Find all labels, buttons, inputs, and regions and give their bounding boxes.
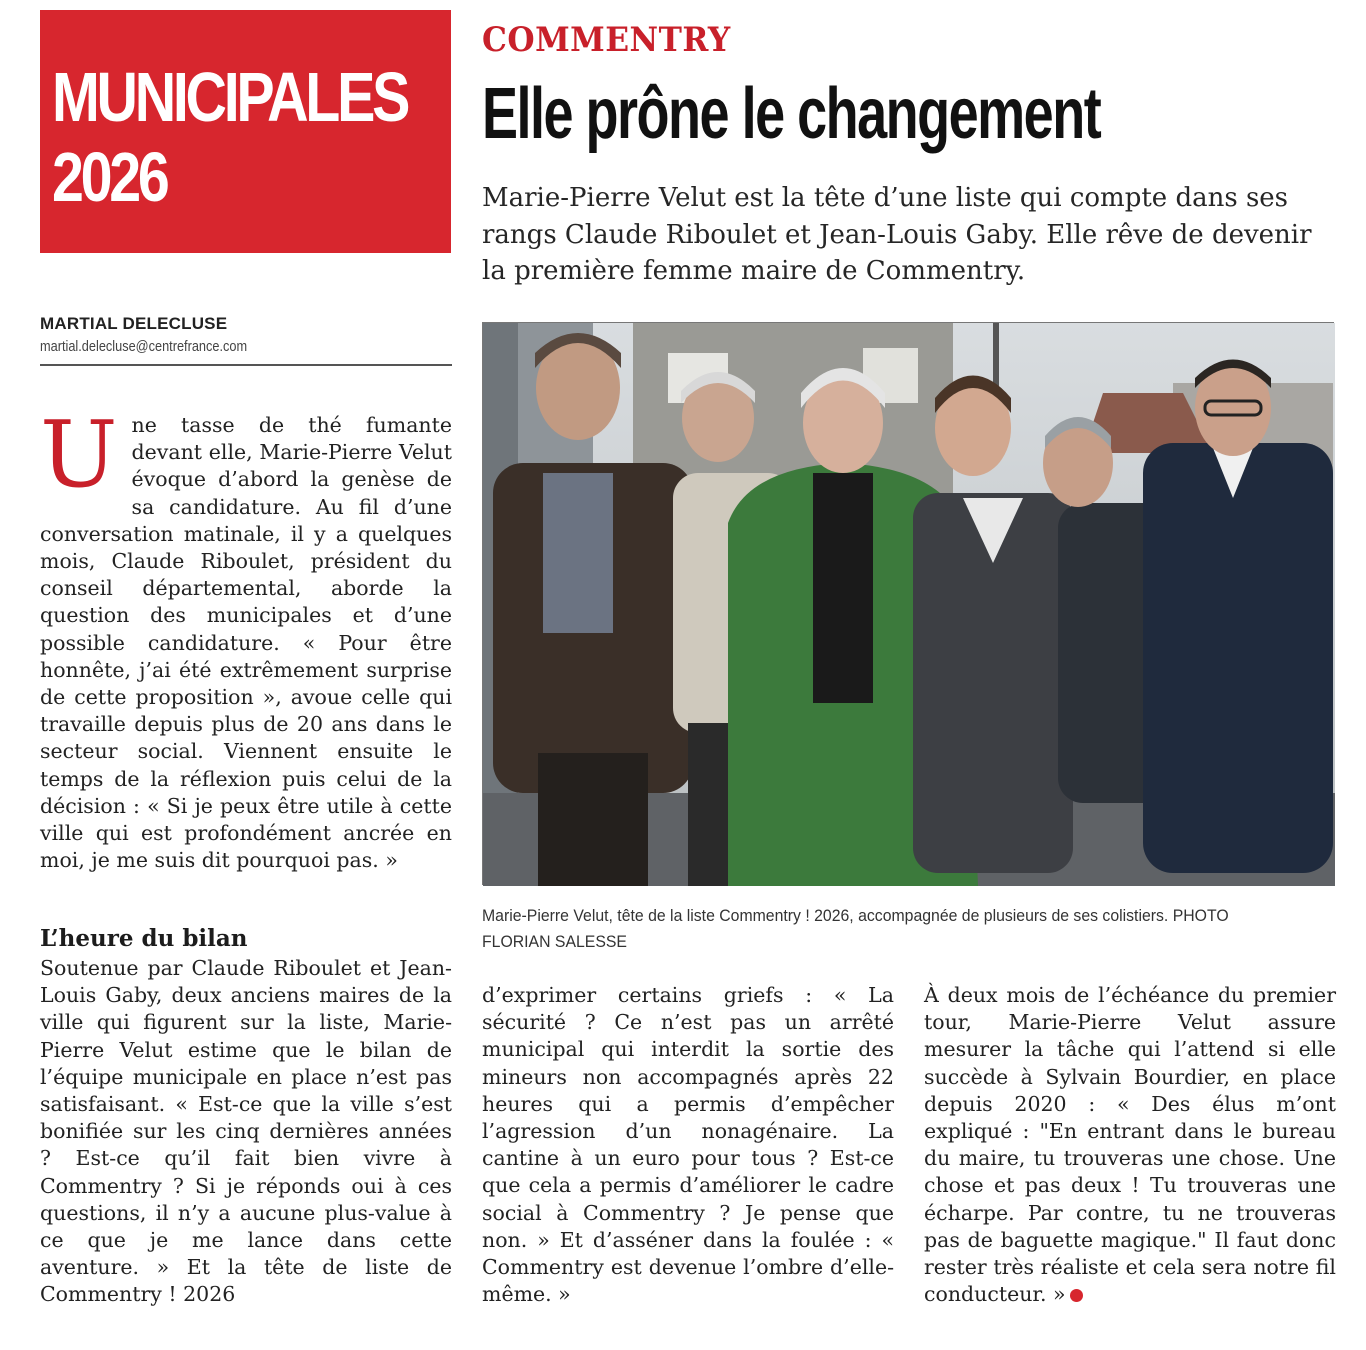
author-email: martial.delecluse@centrefrance.com bbox=[40, 338, 248, 355]
column-3-text: À deux mois de l’échéance du premier tour, Marie-Pierre Velut assure mesurer la tâche qui l’attend si elle succède à Sylvain Bourdier, en place depuis 2020 : « Des élus m’ont expliqué : "En entrant dans le bureau du maire, tu trouveras une chose. Une chose et pas deux ! Tu trouveras une écharpe. Par contre, tu ne trouveras pas de baguette magique." Il faut donc rester très réaliste et cela sera notre fil conducteur. » bbox=[924, 983, 1336, 1307]
group-photo-illustration bbox=[483, 323, 1335, 886]
end-mark-icon bbox=[1070, 1289, 1083, 1302]
intro-text: ne tasse de thé fumante devant elle, Marie-Pierre Velut évoque d’abord la genèse de sa candidature. Au fil d’une conversation matinale, il y a quelques mois, Claude Riboulet, président du conseil départemental, aborde la question des municipales et d’une possible candidature. « Pour être honnête, j’ai été extrêmement surprise de cette proposition », avoue celle qui travaille depuis plus de 20 ans dans le secteur social. Viennent ensuite le temps de la réflexion puis celui de la décision : « Si je peux être utile à cette ville qui est profondément ancrée en moi, je me suis dit pourquoi pas. » bbox=[40, 413, 452, 873]
byline-divider bbox=[40, 364, 452, 366]
article-intro bbox=[40, 401, 452, 874]
author-name: MARTIAL DELECLUSE bbox=[40, 314, 228, 333]
headline: Elle prône le changement bbox=[482, 74, 1101, 154]
subheading: L’heure du bilan bbox=[40, 925, 248, 952]
standfirst: Marie-Pierre Velut est la tête d’une liste qui compte dans ses rangs Claude Riboulet et Jean-Louis Gaby. Elle rêve de devenir la première femme maire de Commentry. bbox=[482, 183, 1312, 286]
photo-caption: Marie-Pierre Velut, tête de la liste Commentry ! 2026, accompagnée de plusieurs de ses colistiers. PHOTO FLORIAN SALESSE bbox=[482, 906, 1229, 951]
article-column-1: Soutenue par Claude Riboulet et Jean-Louis Gaby, deux anciens maires de la ville qui figurent sur la liste, Marie-Pierre Velut estime que le bilan de l’équipe municipale en place n’est pas satisfaisant. « Est-ce que la ville s’est bonifiée sur les cinq dernières années ? Est-ce qu’il fait bien vivre à Commentry ? Si je réponds oui à ces questions, il n’y a aucune plus-value à ce que je me lance dans cette aventure. » Et la tête de liste de Commentry ! 2026 bbox=[40, 956, 452, 1307]
rubric-box bbox=[40, 10, 451, 253]
rubric-year: 2026 bbox=[52, 138, 167, 216]
drop-cap: U bbox=[40, 401, 118, 508]
rubric-title: MUNICIPALES bbox=[52, 58, 408, 136]
section-label: COMMENTRY bbox=[482, 20, 731, 60]
article-column-3 bbox=[924, 982, 1336, 1308]
article-column-2: d’exprimer certains griefs : « La sécurité ? Ce n’est pas un arrêté municipal qui interdit la sortie des mineurs non accompagnés après 22 heures qui a permis d’empêcher l’agression d’un nonagénaire. La cantine à un euro pour tous ? Est-ce que cela a permis d’améliorer le cadre social à Commentry ? Je pense que non. » Et d’asséner dans la foulée : « Commentry est devenue l’ombre d’elle-même. » bbox=[482, 983, 894, 1307]
article-photo bbox=[482, 322, 1334, 885]
